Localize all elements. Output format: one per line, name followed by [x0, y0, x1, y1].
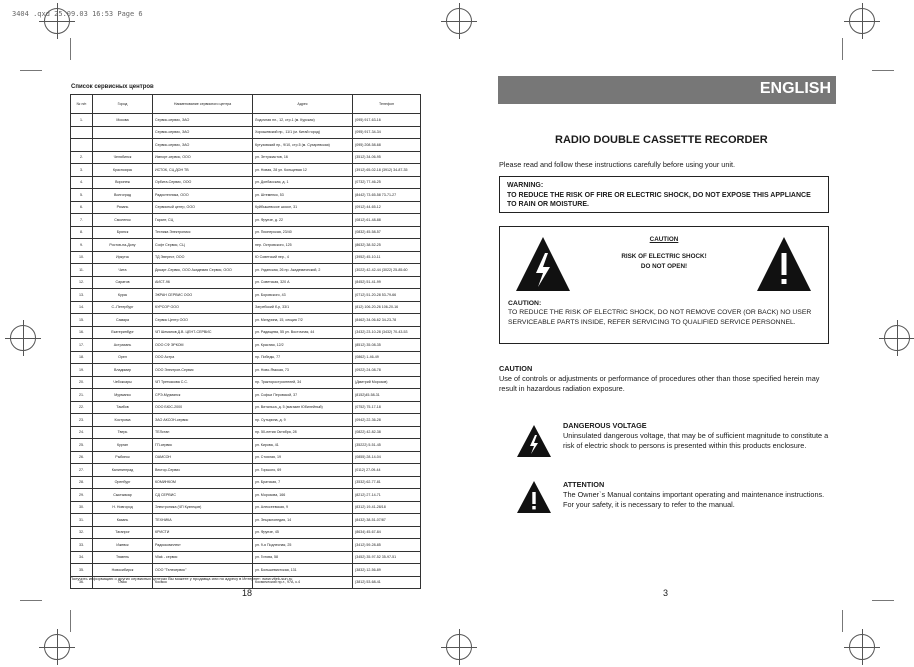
crop-mark — [872, 600, 894, 601]
table-cell: Ростов-на-Дону — [93, 239, 153, 252]
caution-box-bottom — [508, 299, 824, 327]
table-row — [71, 389, 421, 402]
caution-box-bottom-text: TO REDUCE THE RISK OF ELECTRIC SHOCK, DO NOT REMOVE COVER (OR BACK) NO USER SERVICEABLE PARTS INSIDE, REFER SERVICING TO QUALIFIED SERVICE PERSONNEL. — [508, 309, 812, 326]
table-cell: Саратов — [93, 276, 153, 289]
table-cell: (095) 917-63-16 — [353, 114, 421, 127]
table-cell: Брянск — [93, 226, 153, 239]
table-cell: ЭКРАН СЕРВИС ООО — [153, 289, 253, 302]
table-cell: ул. Угданская, 26 пр. Академический, 2 — [253, 264, 353, 277]
table-row — [71, 176, 421, 189]
table-row — [71, 514, 421, 527]
table-cell: Гарант, СЦ — [153, 214, 253, 227]
exclamation-warning-icon — [755, 235, 813, 293]
table-cell: 36. — [71, 576, 93, 589]
table-row — [71, 526, 421, 539]
table-row — [71, 226, 421, 239]
service-centers-title: Список сервисных центров — [71, 84, 154, 90]
table-row — [71, 189, 421, 202]
table-cell: Калининград — [93, 464, 153, 477]
table-cell: ОАМСОН — [153, 451, 253, 464]
table-row — [71, 251, 421, 264]
table-cell: ул. Стоялая, 19 — [253, 451, 353, 464]
table-cell: КОМИНКОМ — [153, 476, 253, 489]
table-cell: 3. — [71, 164, 93, 177]
table-cell: (095) 208-58-68 — [353, 139, 421, 152]
table-row — [71, 301, 421, 314]
caution-box-line1: RISK OF ELECTRIC SHOCK! — [621, 253, 707, 260]
table-row — [71, 239, 421, 252]
table-cell: Ижевск — [93, 539, 153, 552]
service-centers-table — [70, 94, 421, 589]
table-cell: СД СЕРВИС — [153, 489, 253, 502]
table-cell: ООО СФ ЭРКОМ — [153, 339, 253, 352]
table-cell: ИСТОК, СЦ ДОН ТВ — [153, 164, 253, 177]
table-cell: СРЭ-Мурманск — [153, 389, 253, 402]
table-cell: ул. Энциклопедия, 14 — [253, 514, 353, 527]
crop-mark — [872, 70, 894, 71]
table-cell: ул. Фрунзе, д. 22 — [253, 214, 353, 227]
table-cell: (8634) 45-67-84 — [353, 526, 421, 539]
table-cell: Тюмень — [93, 551, 153, 564]
table-cell: ул. Донбасская, д. 1 — [253, 176, 353, 189]
table-cell: Волгоград — [93, 189, 153, 202]
table-cell: 23. — [71, 414, 93, 427]
table-cell: ТЕХНИКА — [153, 514, 253, 527]
table-cell: 12. — [71, 276, 93, 289]
dangerous-voltage-text: Uninsulated dangerous voltage, that may be of sufficient magnitude to constitute a risk of electric shock to persons is presented within this products enclosure. — [563, 431, 829, 451]
registration-mark-top-right — [849, 8, 875, 34]
table-cell: ЧП Шеманов Д.В. ЦЕНТ-СЕРВИС — [153, 326, 253, 339]
table-cell: Хорошевский пр., 11/1 (м. Китай город) — [253, 126, 353, 139]
table-cell: (3812) 53-68-41 — [353, 576, 421, 589]
table-cell: 2. — [71, 151, 93, 164]
page-number-right: 3 — [663, 588, 669, 598]
table-cell: (8512) 35-08-35 — [353, 339, 421, 352]
crop-mark — [70, 610, 71, 632]
table-cell: 31. — [71, 514, 93, 527]
table-cell: 32. — [71, 526, 93, 539]
page-number-left: 18 — [242, 588, 253, 598]
table-cell: (3512) 34-06-95 — [353, 151, 421, 164]
table-cell: (3532) 62-77-81 — [353, 476, 421, 489]
table-cell: 30. — [71, 501, 93, 514]
table-row — [71, 489, 421, 502]
print-slug: 3404 .qxd 25.09.03 16:53 Page 6 — [12, 10, 143, 18]
table-cell: (8152)45-58-31 — [353, 389, 421, 402]
table-cell: (3952) 45-10-11 — [353, 251, 421, 264]
column-header: Город — [93, 95, 153, 114]
table-cell: 10. — [71, 251, 93, 264]
table-cell: (0855) 28-14-04 — [353, 451, 421, 464]
table-cell: (3412) 59-28-85 — [353, 539, 421, 552]
table-cell: Красноярск — [93, 164, 153, 177]
table-cell: (3912) 65-02-18 (3912) 34-87-35 — [353, 164, 421, 177]
lightning-warning-icon — [514, 235, 572, 293]
table-row — [71, 214, 421, 227]
table-cell: Курган — [93, 439, 153, 452]
table-cell: ул. Фрунзе, 45 — [253, 526, 353, 539]
table-cell: Радиотехника, ООО — [153, 189, 253, 202]
table-cell — [93, 139, 153, 152]
table-cell: Кутузовский пр., 9/10, стр.5 (м. Сухаревская) — [253, 139, 353, 152]
table-header-row — [71, 95, 421, 114]
table-cell: ул. Кирова, 41 — [253, 439, 353, 452]
table-cell: Космос — [153, 576, 253, 589]
table-cell: ул. Штеменко, 53 — [253, 189, 353, 202]
table-row — [71, 451, 421, 464]
table-row — [71, 426, 421, 439]
table-row — [71, 289, 421, 302]
table-row — [71, 126, 421, 139]
table-cell: Рыбинск — [93, 451, 153, 464]
table-cell: 15. — [71, 314, 93, 327]
table-cell: Екатеринбург — [93, 326, 153, 339]
warning-text: TO REDUCE THE RISK OF FIRE OR ELECTRIC SHOCK, DO NOT EXPOSE THIS APPLIANCE TO RAIN OR MOISTURE. — [507, 191, 811, 209]
table-cell: (8462) 34-06-62 34-23-78 — [353, 314, 421, 327]
table-cell: Импорт-сервис, ООО — [153, 151, 253, 164]
table-cell: Софт Сервис, СЦ — [153, 239, 253, 252]
table-cell: Оренбург — [93, 476, 153, 489]
table-cell: 11. — [71, 264, 93, 277]
table-cell: ТД Эверест, ООО — [153, 251, 253, 264]
table-cell: (812) 106-20-26 106-20-16 — [353, 301, 421, 314]
attention-heading: ATTENTION — [563, 480, 605, 489]
table-cell: Самара — [93, 314, 153, 327]
table-cell: ООО Астра — [153, 351, 253, 364]
table-cell: Vilak - сервис — [153, 551, 253, 564]
table-cell: Новосибирск — [93, 564, 153, 577]
service-note: Получить информацию о других сервисных центрах Вы можете у продавца или по адресу в Интернет: www.vitek-sun.ru — [70, 576, 293, 581]
table-cell: 27. — [71, 464, 93, 477]
table-cell: 5. — [71, 189, 93, 202]
table-cell: Орел — [93, 351, 153, 364]
table-cell: 24. — [71, 426, 93, 439]
registration-mark-bottom-right — [849, 634, 875, 660]
table-cell: 1. — [71, 114, 93, 127]
table-cell: Омск — [93, 576, 153, 589]
table-cell: (095) 917-34-34 — [353, 126, 421, 139]
crop-mark — [70, 38, 71, 60]
table-cell: (0942) 22-36-28 — [353, 414, 421, 427]
column-header: Адрес — [253, 95, 353, 114]
table-cell: Смоленск — [93, 214, 153, 227]
table-cell: ул. Боровского, 43 — [253, 289, 353, 302]
table-cell: Владимир — [93, 364, 153, 377]
table-cell: ул. Красная, 12/2 — [253, 339, 353, 352]
table-cell: ул. Алексеевская, 9 — [253, 501, 353, 514]
table-cell: (35222) 5-51-45 — [353, 439, 421, 452]
table-row — [71, 464, 421, 477]
table-cell: Н. Новгород — [93, 501, 153, 514]
table-cell: 26. — [71, 451, 93, 464]
registration-mark-bottom-left — [44, 634, 70, 660]
table-cell: 8. — [71, 226, 93, 239]
table-cell: Рязань — [93, 201, 153, 214]
table-cell: 34. — [71, 551, 93, 564]
table-cell: Сервис Центр ООО — [153, 314, 253, 327]
table-row — [71, 114, 421, 127]
attention-section — [563, 480, 835, 510]
registration-mark-top-center — [446, 8, 472, 34]
table-row — [71, 414, 421, 427]
crop-mark — [20, 600, 42, 601]
table-cell — [71, 139, 93, 152]
table-cell: КУРСОР ООО — [153, 301, 253, 314]
table-cell: ул. Советская, 320 А — [253, 276, 353, 289]
table-cell: Иркутск — [93, 251, 153, 264]
table-body — [71, 114, 421, 589]
table-cell: Казань — [93, 514, 153, 527]
table-cell: 13. — [71, 289, 93, 302]
table-row — [71, 439, 421, 452]
table-cell: Радиокомплект — [153, 539, 253, 552]
table-cell: Курск — [93, 289, 153, 302]
table-cell: ул. Софьи Перовской, 37 — [253, 389, 353, 402]
table-cell: Таганрог — [93, 526, 153, 539]
table-cell: Тамбов — [93, 401, 153, 414]
table-cell: пр. Победы, 77 — [253, 351, 353, 364]
table-cell: 18. — [71, 351, 93, 364]
table-cell: Дикарт-Сервис, ООО Академия Сервис, ООО — [153, 264, 253, 277]
table-row — [71, 326, 421, 339]
column-header: Наименование сервисного центра — [153, 95, 253, 114]
table-cell: (3022) 42-42-44 (3022) 25-85-60 — [353, 264, 421, 277]
table-cell: Чита — [93, 264, 153, 277]
table-row — [71, 201, 421, 214]
table-cell: Сервис-сервис, ЗАО — [153, 114, 253, 127]
table-cell: ул. Большевистская, 131 — [253, 564, 353, 577]
table-cell: Техника Электроникс — [153, 226, 253, 239]
table-cell: Вектор-Сервис — [153, 464, 253, 477]
warning-box — [499, 176, 829, 213]
table-cell: Космический пр-т., 97А, к.4 — [253, 576, 353, 589]
table-cell: Чебоксары — [93, 376, 153, 389]
table-cell: ул. Мичурина, 15, секция 7/2 — [253, 314, 353, 327]
table-cell: (0862) 1-46-49 — [353, 351, 421, 364]
caution-box-bottom-heading: CAUTION: — [508, 300, 542, 307]
warning-heading: WARNING: — [507, 182, 544, 189]
table-cell: (0922) 24-08-78 — [353, 364, 421, 377]
crop-mark — [20, 70, 42, 71]
table-cell: (0112) 27-09-44 — [353, 464, 421, 477]
table-cell: (3452) 35-97-52 35-97-51 — [353, 551, 421, 564]
table-cell: (3432) 23-10-28 (3432) 70-43-53 — [353, 326, 421, 339]
table-row — [71, 401, 421, 414]
table-cell: Воронеж — [93, 176, 153, 189]
caution-section — [499, 364, 837, 394]
table-cell: (8432) 38-51-07/87 — [353, 514, 421, 527]
caution-heading: CAUTION — [499, 364, 533, 373]
table-cell: ул. Горького, 69 — [253, 464, 353, 477]
table-cell: (8212) 27-14-71 — [353, 489, 421, 502]
table-cell: 35. — [71, 564, 93, 577]
table-cell: Тверь — [93, 426, 153, 439]
table-cell: 19. — [71, 364, 93, 377]
crop-mark — [842, 38, 843, 60]
table-cell: Сервис-сервис, ЗАО — [153, 126, 253, 139]
column-header: Телефон — [353, 95, 421, 114]
table-cell: ул. Новая, 28 ул. Кольцевая 12 — [253, 164, 353, 177]
table-cell: Ю Советский пер., 4 — [253, 251, 353, 264]
table-cell: Лодочная пл., 12, стр.1 (м. Курская) — [253, 114, 353, 127]
table-cell: (Дмитрий Морозов) — [353, 376, 421, 389]
table-cell — [93, 126, 153, 139]
table-cell — [71, 126, 93, 139]
table-cell: Сыктывкар — [93, 489, 153, 502]
column-header: № п/п — [71, 95, 93, 114]
language-banner-label: ENGLISH — [759, 80, 831, 97]
table-cell: Загребский б-р, 33/1 — [253, 301, 353, 314]
table-cell: (0822) 42-82-38 — [353, 426, 421, 439]
table-row — [71, 539, 421, 552]
table-cell: ул. Братская, 7 — [253, 476, 353, 489]
table-cell: ООО БЮС-2000 — [153, 401, 253, 414]
table-cell: 22. — [71, 401, 93, 414]
table-row — [71, 314, 421, 327]
table-cell: ул. Энтузиастов, 16 — [253, 151, 353, 164]
table-row — [71, 276, 421, 289]
table-cell: пер. Островского, 125 — [253, 239, 353, 252]
table-cell: Куйбышевское шоссе, 31 — [253, 201, 353, 214]
table-row — [71, 476, 421, 489]
table-cell: (0752) 75-17-18 — [353, 401, 421, 414]
table-cell: ООО "Телесервис" — [153, 564, 253, 577]
table-cell: 29. — [71, 489, 93, 502]
table-row — [71, 139, 421, 152]
table-cell: пр. Тракторостроителей, 34 — [253, 376, 353, 389]
table-row — [71, 376, 421, 389]
crop-mark — [842, 610, 843, 632]
table-cell: 17. — [71, 339, 93, 352]
table-cell: ул. Витальса, д. 5 (магазин Юбилейный) — [253, 401, 353, 414]
table-cell: 14. — [71, 301, 93, 314]
table-cell: Орбита-Сервис, ООО — [153, 176, 253, 189]
table-cell: С.-Петербург — [93, 301, 153, 314]
table-cell: (3832) 12-56-89 — [353, 564, 421, 577]
table-cell: Кострома — [93, 414, 153, 427]
table-cell: Мурманск — [93, 389, 153, 402]
caution-box — [499, 226, 829, 344]
table-row — [71, 164, 421, 177]
table-cell: ул. Ново-Ямская, 73 — [253, 364, 353, 377]
product-title: RADIO DOUBLE CASSETTE RECORDER — [555, 134, 768, 146]
table-cell: пр. Сутырина, д. 9 — [253, 414, 353, 427]
table-cell: ООО Электрон-Сервис — [153, 364, 253, 377]
table-cell: 6. — [71, 201, 93, 214]
table-cell: (0832) 45-58-57 — [353, 226, 421, 239]
table-cell: КРИСТИ — [153, 526, 253, 539]
table-cell: 25. — [71, 439, 93, 452]
table-cell: 7. — [71, 214, 93, 227]
table-cell: Астрахань — [93, 339, 153, 352]
intro-text: Please read and follow these instructions carefully before using your unit. — [499, 160, 736, 169]
exclamation-warning-icon — [516, 480, 552, 514]
attention-text: The Owner`s Manual contains important operating and maintenance instructions. For your safety, it is necessary to refer to the manual. — [563, 490, 825, 510]
table-cell: (0712) 51-20-28 53-79-66 — [353, 289, 421, 302]
caution-box-title: CAUTION — [649, 236, 679, 243]
table-row — [71, 151, 421, 164]
table-cell: (0812) 61-48-88 — [353, 214, 421, 227]
table-cell: Челябинск — [93, 151, 153, 164]
table-cell: 33. — [71, 539, 93, 552]
table-row — [71, 501, 421, 514]
table-cell: Электроника (ЧП Кузнецов) — [153, 501, 253, 514]
table-row — [71, 364, 421, 377]
table-cell: АИСТ-96 — [153, 276, 253, 289]
table-cell: (8452) 51-41-99 — [353, 276, 421, 289]
table-row — [71, 264, 421, 277]
table-cell: (0732) 77-46-25 — [353, 176, 421, 189]
dangerous-voltage-section — [563, 421, 835, 451]
registration-mark-right — [884, 325, 910, 351]
table-cell: (8442) 73-65-58 73-71-27 — [353, 189, 421, 202]
table-cell: ЗАО АКСОН-сервис — [153, 414, 253, 427]
table-cell: ул. Радищева, 55 ул. Восточная, 44 — [253, 326, 353, 339]
table-cell: (0912) 44-65-12 — [353, 201, 421, 214]
language-banner — [498, 76, 836, 104]
table-cell: (8312) 19-41-28/18 — [353, 501, 421, 514]
table-cell: 9. — [71, 239, 93, 252]
table-cell: пр. 50-летия Октября, 28 — [253, 426, 353, 439]
table-row — [71, 351, 421, 364]
table-cell: Сервис-сервис, ЗАО — [153, 139, 253, 152]
table-cell: ЧП Третьякова С.С. — [153, 376, 253, 389]
table-cell: ТЕЛстан — [153, 426, 253, 439]
table-cell: Москва — [93, 114, 153, 127]
table-cell: 20. — [71, 376, 93, 389]
dangerous-voltage-heading: DANGEROUS VOLTAGE — [563, 421, 647, 430]
table-cell: Сервисный центр, ООО — [153, 201, 253, 214]
table-cell: ул. Гитова, 58 — [253, 551, 353, 564]
table-cell: 16. — [71, 326, 93, 339]
caution-box-line2: DO NOT OPEN! — [640, 263, 688, 270]
table-cell: ул. 9-я Подлесная, 25 — [253, 539, 353, 552]
table-cell: 21. — [71, 389, 93, 402]
table-cell: ул. Морозова, 166 — [253, 489, 353, 502]
table-cell: 4. — [71, 176, 93, 189]
table-row — [71, 339, 421, 352]
registration-mark-top-left — [44, 8, 70, 34]
table-cell: ул. Пионерская, 23/40 — [253, 226, 353, 239]
caution-text: Use of controls or adjustments or performance of procedures other than those specified herein may result in hazardous radiation exposure. — [499, 374, 820, 394]
table-cell: ГП-сервис — [153, 439, 253, 452]
registration-mark-bottom-center — [446, 634, 472, 660]
registration-mark-left — [10, 325, 36, 351]
table-row — [71, 551, 421, 564]
table-row — [71, 564, 421, 577]
lightning-warning-icon — [516, 424, 552, 458]
table-cell: 28. — [71, 476, 93, 489]
table-cell: (8632) 38-52-25 — [353, 239, 421, 252]
